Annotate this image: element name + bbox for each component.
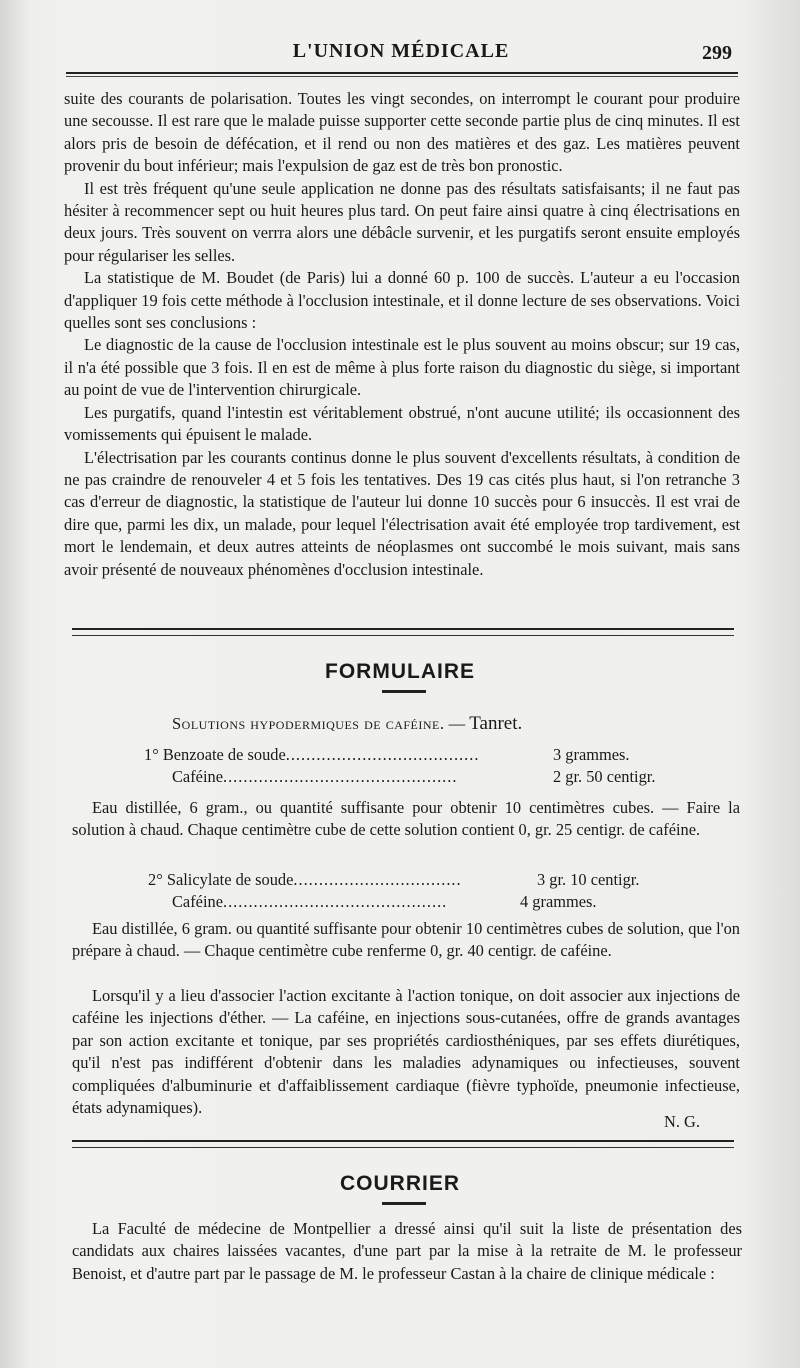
recipe-line [144, 745, 479, 765]
recipe-instructions [72, 918, 740, 963]
header-rule-thin [66, 76, 738, 77]
paragraph: suite des courants de polarisation. Toutes les vingt secondes, on interrompt le courant pour produire une secousse. Il est rare que le malade puisse supporter cette seconde partie plus de cinq minutes. Il est alors pris de besoin de défécation, et il rend ou non des matières et des gaz. Les matières peuvent provenir du bout inférieur; mais l'expulsion de gaz est de très bon pronostic. [64, 89, 740, 176]
recipe-line [172, 767, 542, 787]
leader-dots: ................................. [293, 870, 462, 889]
paragraph: Les purgatifs, quand l'intestin est véritablement obstrué, n'ont aucune utilité; ils occasionnent des vomissements qui épuisent le malade. [64, 402, 740, 445]
ingredient: Caféine [172, 892, 223, 911]
subheading-dash: — [444, 714, 470, 733]
recipe-qty: 4 grammes. [520, 892, 597, 911]
paragraph: Le diagnostic de la cause de l'occlusion intestinale est le plus souvent au moins obscur; sur 19 cas, il n'a été possible que 3 fois. Il en est de même à plus forte raison du diagnostic du siège, si important au point de vue de l'intervention chirurgicale. [64, 335, 740, 400]
leader-dots: .............................................. [222, 767, 458, 786]
heading-underline [382, 1202, 426, 1205]
section-separator [72, 1140, 734, 1148]
header-rule [66, 72, 738, 74]
recipe-qty: 2 gr. 50 centigr. [553, 767, 656, 786]
subheading-title: Solutions hypodermiques de caféine. [172, 714, 445, 733]
section-separator [72, 628, 734, 636]
paragraph: La Faculté de médecine de Montpellier a dressé ainsi qu'il suit la liste de présentation des candidats aux chaires laissées vacantes, d'une part par la mise à la retraite de M. le professeur Benoist, et d'autre part par le passage de M. le professeur Castan à la chaire de clinique médicale : [72, 1219, 742, 1283]
recipe-line [148, 870, 528, 890]
paragraph: Eau distillée, 6 gram. ou quantité suffisante pour obtenir 10 centimètres cubes de solution, que l'on prépare à chaud. — Chaque centimètre cube renferme 0, gr. 40 centigr. de caféine. [72, 919, 740, 961]
recipe-qty: 3 gr. 10 centigr. [537, 870, 640, 889]
formulaire-heading: FORMULAIRE [325, 660, 475, 683]
ingredient: 1° Benzoate de soude [144, 745, 286, 764]
paragraph: Il est très fréquent qu'une seule application ne donne pas des résultats satisfaisants; il ne faut pas hésiter à recommencer sept ou huit heures plus tard. On peut faire ainsi quatre à cinq électrisations en deux jours. Très souvent on verrra alors une débâcle survenir, et les purgatifs seront ensuite employés pour régulariser les selles. [64, 178, 740, 265]
author-signature: N. G. [664, 1112, 700, 1131]
page-number: 299 [702, 42, 732, 64]
page-header [66, 40, 736, 70]
courrier-body [72, 1218, 742, 1285]
paragraph: Lorsqu'il y a lieu d'associer l'action excitante à l'action tonique, on doit associer aux injections de caféine les injections d'éther. — La caféine, en injections sous-cutanées, offre de grands avantages par son action excitante et tonique, par ses propriétés cardiosthéniques, par ses effets diurétiques, qu'il n'est pas indifférent d'obtenir dans les maladies adynamiques ou infectieuses, souvent compliquées d'albuminurie et d'affaiblissement cardiaque (fièvre typhoïde, pneumonie infectieuse, états adynamiques). [72, 986, 740, 1118]
formula-commentary [72, 985, 740, 1119]
ingredient: Caféine [172, 767, 223, 786]
article-continuation [64, 88, 740, 581]
subheading-author: Tanret. [469, 713, 523, 734]
paragraph: Eau distillée, 6 gram., ou quantité suffisante pour obtenir 10 centimètres cubes. — Faire la solution à chaud. Chaque centimètre cube de cette solution contient 0, gr. 25 centigr. de caféine. [72, 798, 740, 840]
recipe-instructions [72, 797, 740, 842]
paragraph: L'électrisation par les courants continus donne le plus souvent d'excellents résultats, à condition de ne pas craindre de renouveler 4 et 5 fois les tentatives. Des 19 cas cités plus haut, si l'on retranche 3 cas d'erreur de diagnostic, la statistique de l'auteur lui donne 10 succès pour 6 insuccès. Il est vrai de dire que, parmi les dix, un malade, pour lequel l'électrisation avait été employée trop tardivement, est mort le lendemain, et deux autres atteints de néoplasmes ont succombé le mois suivant, mais sans avoir présenté de nouveaux phénomènes d'occlusion intestinale. [64, 447, 740, 579]
leader-dots: ............................................ [222, 892, 448, 911]
leader-dots: ...................................... [285, 745, 480, 764]
recipe-line [172, 892, 502, 912]
courrier-heading: COURRIER [339, 1172, 460, 1195]
recipe-qty: 3 grammes. [553, 745, 630, 764]
paragraph: La statistique de M. Boudet (de Paris) lui a donné 60 p. 100 de succès. L'auteur a eu l'occasion d'appliquer 19 fois cette méthode à l'occlusion intestinale, et il donne lecture de ses observations. Voici quelles sont ses conclusions : [64, 268, 740, 333]
formula-subheading [172, 713, 522, 735]
heading-underline [382, 690, 426, 693]
running-title: L'UNION MÉDICALE [292, 40, 510, 62]
ingredient: 2° Salicylate de soude [148, 870, 294, 889]
